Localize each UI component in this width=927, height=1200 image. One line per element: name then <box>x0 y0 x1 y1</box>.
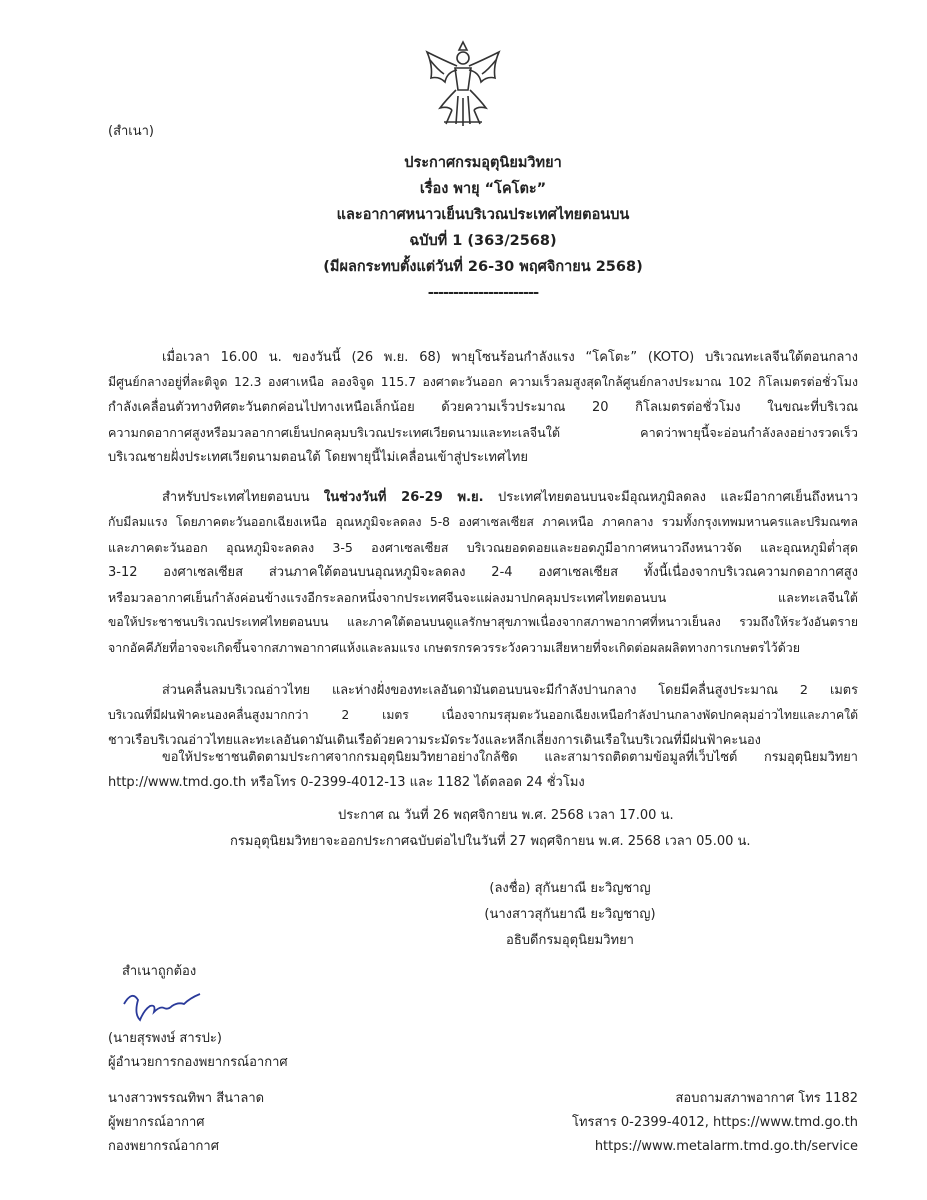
contact-service-url[interactable]: https://www.metalarm.tmd.go.th/service <box>594 1139 858 1154</box>
text-line <box>108 485 858 510</box>
text-line: และภาคตะวันออก อุณหภูมิจะลดลง 3-5 องศาเซลเซียส บริเวณยอดดอยและยอดภูมีอากาศหนาวถึงหนาวจัด และอุณหภูมิต่ำสุด <box>108 540 858 555</box>
certifier-name: (นายสุรพงษ์ สารปะ) <box>108 1031 222 1046</box>
footer-contact <box>572 1087 858 1159</box>
text-line: จากอัคคีภัยที่อาจจะเกิดขึ้นจากสภาพอากาศแห้งและลมแรง เกษตรกรควรระวังความเสียหายที่จะเกิดต่อผลผลิตทางการเกษตรไว้ด้วย <box>108 640 801 655</box>
contact-fax-website: โทรสาร 0-2399-4012, https://www.tmd.go.th <box>572 1115 858 1130</box>
text-line: กำลังเคลื่อนตัวทางทิศตะวันตกค่อนไปทางเหนือเล็กน้อย ด้วยความเร็วประมาณ 20 กิโลเมตรต่อชั่วโมง ในขณะที่บริเวณ <box>108 400 858 415</box>
text-line: มีศูนย์กลางอยู่ที่ละติจูด 12.3 องศาเหนือ ลองจิจูด 115.7 องศาตะวันออก ความเร็วลมสูงสุดใกล้ศูนย์กลางประมาณ 102 กิโลเมตรต่อชั่วโมง <box>108 375 858 389</box>
text-line: หรือมวลอากาศเย็นกำลังค่อนข้างแรงอีกระลอกหนึ่งจากประเทศจีนจะแผ่ลงมาปกคลุมประเทศไทยตอนบน และทะเลจีนใต้ <box>108 590 858 605</box>
paragraph-contact <box>108 745 858 795</box>
director-signature <box>430 876 710 954</box>
paragraph-storm <box>108 345 858 470</box>
paragraph-waves <box>108 678 858 753</box>
text-line: ส่วนคลื่นลมบริเวณอ่าวไทย และห่างฝั่งของทะเลอันดามันตอนบนจะมีกำลังปานกลาง โดยมีคลื่นสูงประมาณ 2 เมตร <box>162 683 858 698</box>
text-bold: ในช่วงวันที่ 26-29 พ.ย. <box>323 490 484 505</box>
text-prefix: สำหรับประเทศไทยตอนบน <box>162 490 324 505</box>
text-line: http://www.tmd.go.th หรือโทร 0-2399-4012-13 และ 1182 ได้ตลอด 24 ชั่วโมง <box>108 775 585 790</box>
forecaster-name: นางสาวพรรณทิพา สีนาลาด <box>108 1091 265 1106</box>
next-issue-text: กรมอุตุนิยมวิทยาจะออกประกาศฉบับต่อไปในวันที่ 27 พฤศจิกายน พ.ศ. 2568 เวลา 05.00 น. <box>230 834 751 849</box>
footer-forecaster <box>108 1087 264 1159</box>
title-line: เรื่อง พายุ “โคโตะ” <box>419 181 547 197</box>
contact-phone: สอบถามสภาพอากาศ โทร 1182 <box>675 1091 858 1106</box>
text-line: ชาวเรือบริเวณอ่าวไทยและทะเลอันดามันเดินเรือด้วยความระมัดระวังและหลีกเลี่ยงการเดินเรือในบริเวณที่มีฝนฟ้าคะนอง <box>108 733 761 748</box>
forecaster-division: กองพยากรณ์อากาศ <box>108 1139 219 1154</box>
text-line: บริเวณที่มีฝนฟ้าคะนองคลื่นสูงมากกว่า 2 เมตร เนื่องจากมรสุมตะวันออกเฉียงเหนือกำลังปานกลางพัดปกคลุมอ่าวไทยและภาคใต้ <box>108 708 858 722</box>
certified-label: สำเนาถูกต้อง <box>122 964 197 979</box>
text-suffix: ประเทศไทยตอนบนจะมีอุณหภูมิลดลง และมีอากาศเย็นถึงหนาว <box>483 490 858 505</box>
text-line: บริเวณชายฝั่งประเทศเวียดนามตอนใต้ โดยพายุนี้ไม่เคลื่อนเข้าสู่ประเทศไทย <box>108 450 528 465</box>
handwritten-signature <box>118 984 208 1028</box>
announcement-date <box>230 803 790 855</box>
copy-mark: (สำเนา) <box>108 124 155 139</box>
text-line: ความกดอากาศสูงหรือมวลอากาศเย็นปกคลุมบริเวณประเทศเวียดนามและทะเลจีนใต้ คาดว่าพายุนี้จะอ่อนกำลังลงอย่างรวดเร็ว <box>108 425 858 440</box>
text-line: เมื่อเวลา 16.00 น. ของวันนี้ (26 พ.ย. 68) พายุโซนร้อนกำลังแรง “โคโตะ” (KOTO) บริเวณทะเลจีนใต้ตอนกลาง <box>162 350 858 365</box>
title-line: ฉบับที่ 1 (363/2568) <box>409 233 557 249</box>
garuda-emblem <box>420 38 506 130</box>
announced-text: ประกาศ ณ วันที่ 26 พฤศจิกายน พ.ศ. 2568 เวลา 17.00 น. <box>338 808 674 823</box>
text-line: กับมีลมแรง โดยภาคตะวันออกเฉียงเหนือ อุณหภูมิจะลดลง 5-8 องศาเซลเซียส ภาคเหนือ ภาคกลาง รวมทั้งกรุงเทพมหานครและปริมณฑล <box>108 515 858 529</box>
text-line: ขอให้ประชาชนบริเวณประเทศไทยตอนบน และภาคใต้ตอนบนดูแลรักษาสุขภาพเนื่องจากสภาพอากาศที่หนาวเย็นลง รวมถึงให้ระวังอันตราย <box>108 615 858 629</box>
text-line: 3-12 องศาเซลเซียส ส่วนภาคใต้ตอนบนอุณหภูมิจะลดลง 2-4 องศาเซลเซียส ทั้งนี้เนื่องจากบริเวณความกดอากาศสูง <box>108 565 858 580</box>
certifier-position: ผู้อำนวยการกองพยากรณ์อากาศ <box>108 1055 288 1070</box>
paragraph-cold-weather <box>108 485 858 660</box>
title-divider: ---------------------- <box>427 285 539 301</box>
signer-name: (นางสาวสุกันยาณี ยะวิญชาญ) <box>484 907 656 922</box>
signer-position: อธิบดีกรมอุตุนิยมวิทยา <box>506 933 634 948</box>
title-line: และอากาศหนาวเย็นบริเวณประเทศไทยตอนบน <box>336 207 630 223</box>
signed-name: (ลงชื่อ) สุกันยาณี ยะวิญชาญ <box>489 881 651 896</box>
title-line: ประกาศกรมอุตุนิยมวิทยา <box>404 155 562 171</box>
document-title <box>108 150 858 306</box>
forecaster-title: ผู้พยากรณ์อากาศ <box>108 1115 205 1130</box>
title-line: (มีผลกระทบตั้งแต่วันที่ 26-30 พฤศจิกายน 2568) <box>323 259 643 275</box>
text-line: ขอให้ประชาชนติดตามประกาศจากกรมอุตุนิยมวิทยาอย่างใกล้ชิด และสามารถติดตามข้อมูลที่เว็บไซต์ กรมอุตุนิยมวิทยา <box>162 750 858 765</box>
certifier-block <box>108 1027 288 1075</box>
